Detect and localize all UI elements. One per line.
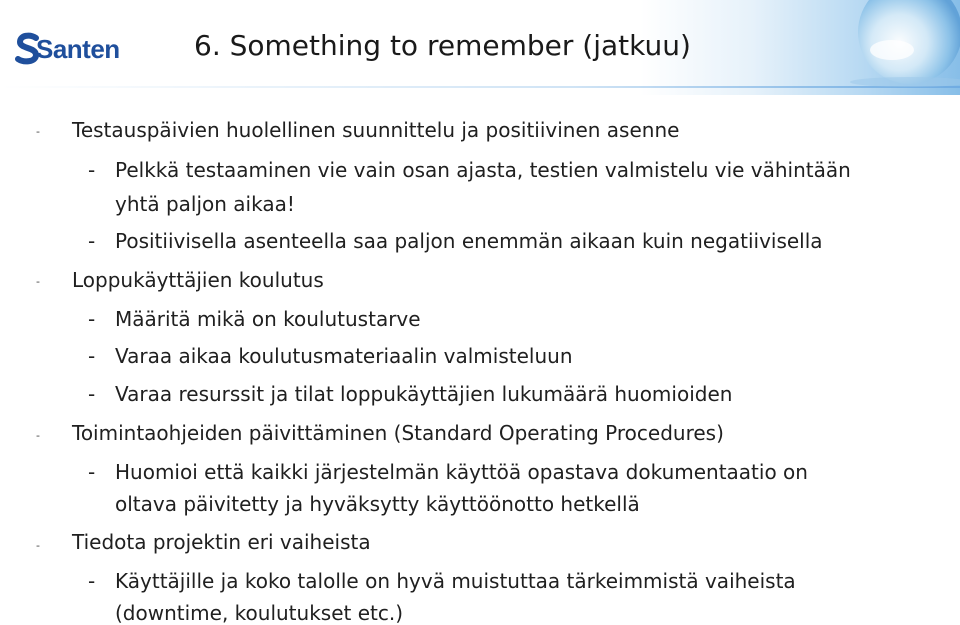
- header-divider: [0, 86, 960, 88]
- list-item: Määritä mikä on koulutustarve: [115, 307, 421, 331]
- sub-bullet-marker: -: [88, 158, 96, 182]
- bullet-marker: -: [36, 275, 40, 288]
- bullet-marker: -: [36, 125, 40, 138]
- list-item: Toimintaohjeiden päivittäminen (Standard Operating Procedures): [72, 421, 724, 445]
- list-item: Positiivisella asenteella saa paljon enemmän aikaan kuin negatiivisella: [115, 229, 823, 253]
- sub-bullet-marker: -: [88, 569, 96, 593]
- bullet-marker: -: [36, 539, 40, 552]
- list-item: Loppukäyttäjien koulutus: [72, 268, 324, 292]
- logo-text: Santen: [36, 34, 120, 64]
- list-item: (downtime, koulutukset etc.): [115, 601, 404, 625]
- list-item: Testauspäivien huolellinen suunnittelu ja positiivinen asenne: [72, 118, 680, 142]
- list-item: Varaa aikaa koulutusmateriaalin valmisteluun: [115, 344, 573, 368]
- list-item: Varaa resurssit ja tilat loppukäyttäjien lukumäärä huomioiden: [115, 382, 733, 406]
- santen-logo: [12, 32, 120, 66]
- list-item: Huomioi että kaikki järjestelmän käyttöä opastava dokumentaatio on: [115, 460, 808, 484]
- slide-header: [0, 0, 960, 95]
- sub-bullet-marker: -: [88, 460, 96, 484]
- glass-sphere-icon: [832, 0, 960, 90]
- list-item: Pelkkä testaaminen vie vain osan ajasta, testien valmistelu vie vähintään: [115, 158, 851, 182]
- sub-bullet-marker: -: [88, 307, 96, 331]
- list-item: Tiedota projektin eri vaiheista: [72, 530, 371, 554]
- sub-bullet-marker: -: [88, 229, 96, 253]
- list-item: oltava päivitetty ja hyväksytty käyttöönotto hetkellä: [115, 492, 640, 516]
- sub-bullet-marker: -: [88, 344, 96, 368]
- page-title: 6. Something to remember (jatkuu): [194, 29, 691, 62]
- bullet-marker: -: [36, 429, 40, 442]
- list-item: yhtä paljon aikaa!: [115, 192, 295, 216]
- list-item: Käyttäjille ja koko talolle on hyvä muistuttaa tärkeimmistä vaiheista: [115, 569, 796, 593]
- sub-bullet-marker: -: [88, 382, 96, 406]
